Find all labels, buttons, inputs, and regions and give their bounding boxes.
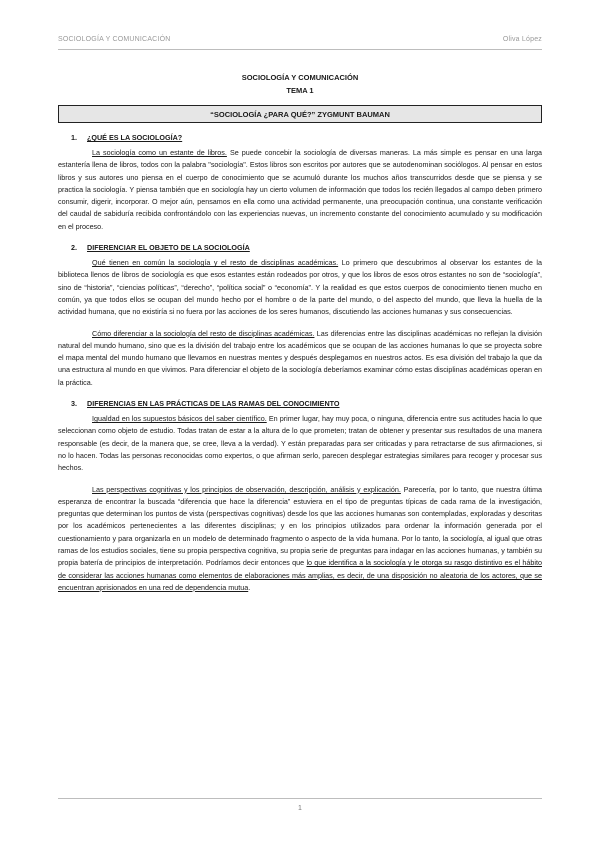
paragraph-lead: Igualdad en los supuestos básicos del saber científico.: [92, 414, 267, 424]
header-divider: [58, 49, 542, 50]
section-title: DIFERENCIAS EN LAS PRÁCTICAS DE LAS RAMAS DEL CONOCIMIENTO: [87, 399, 340, 409]
section-number: 2.: [71, 243, 77, 253]
paragraph-body: En primer lugar, hay muy poca, o ninguna, diferencia entre sus actitudes hacia lo que seleccionan como objeto de estudio. Todas tratan de estar a la altura de lo que prometen; tratan de obtener y presentar sus resultados de una manera responsable (es decir, de la manera que, se cree, lleva a la verdad). Y están preparadas para ser criticadas y para retractarse de sus afirmaciones, si no lo hacen. Todas las personas reconocidas como expertos, o que afirman serlo, parecen desplegar estrategias similares para recoger y procesar sus hechos.: [58, 414, 542, 473]
paragraph: [58, 257, 542, 318]
paragraph-body: Parecería, por lo tanto, que nuestra última esperanza de encontrar la buscada “diferencia que hace la diferencia” estuviera en el tipo de preguntas típicas de cada rama de la investigación, preguntas que determinan los puntos de vista (perspectivas cognitivas) desde los que las acciones humanas son contempladas, exploradas y descritas por los académicos pertenecientes a las diferentes disciplinas; y en los principios utilizados para ordenar la información generada por el cuestionamiento y para organizarla en un modelo de determinado fragmento o aspecto de la vida humana. Por lo tanto, la sociología, al igual que otras ramas de los estudios sociales, tiene su propia perspectiva cognitiva, su propia serie de preguntas para indagar en las acciones humanas, y también su propia batería de principios de interpretación. Podríamos decir entonces que: [58, 484, 542, 568]
subtitle-box: “SOCIOLOGÍA ¿PARA QUÉ?” ZYGMUNT BAUMAN: [58, 105, 542, 123]
paragraph-tail: .: [248, 582, 251, 592]
section-heading: [58, 133, 542, 142]
page-header: [58, 36, 542, 43]
section-title: DIFERENCIAR EL OBJETO DE LA SOCIOLOGÍA: [87, 243, 250, 253]
section-heading: [58, 399, 542, 408]
paragraph: [58, 484, 542, 595]
paragraph: [58, 413, 542, 474]
section-heading: [58, 243, 542, 252]
paragraph-emphasis: lo que identifica a la sociología y le otorga su rasgo distintivo es el hábito de considerar las acciones humanas como elementos de elaboraciones más amplias, es decir, de una disposición no aleatoria de los actores, que se encuentran aprisionados en una red de dependencia mutua: [58, 558, 542, 592]
paragraph-body: Se puede concebir la sociología de diversas maneras. La más simple es pensar en una larga estantería llena de libros, todos con la palabra "sociología". Estos libros son escritos por autores que se autodenominan sociólogos. Al pensar en estos libros y sus autores uno piensa en el cuerpo de conocimiento que se acumuló durante los muchos años transcurridos desde que se piensa y se practica la sociología. Y piensa también que en sociología hay un cierto volumen de información que todos los recién llegados al campo deben primero consumir, digerir, incorporar. O mejor aún, pensamos en ella como una actividad permanente, una preocupación continua, una constante verificación del caudal de sabiduría recibida confrontándolo con las experiencias nuevas, un incremento constante del conocimiento acumulado y su modificación en el proceso.: [58, 148, 542, 231]
section-number: 1.: [71, 133, 77, 142]
paragraph: [58, 328, 542, 389]
document-title: SOCIOLOGÍA Y COMUNICACIÓN: [241, 73, 359, 82]
paragraph-body: Las diferencias entre las disciplinas académicas no reflejan la división natural del mundo humano, sino que es la división del trabajo entre los académicos que se ocupan de las acciones humanas lo que se proyecta sobre el mapa mental del mundo humano que llevamos en nuestras mentes y después desplegamos en nuestros actos. Es esa división del trabajo la que da una estructura al mundo en que vivimos. Para diferenciar el objeto de la sociología deberíamos examinar cómo estas disciplinas académicas operan en la práctica.: [58, 328, 542, 387]
header-course-title: SOCIOLOGÍA Y COMUNICACIÓN: [58, 36, 171, 43]
section-title: ¿QUÉ ES LA SOCIOLOGÍA?: [87, 133, 183, 142]
document-body: [58, 71, 542, 603]
document-topic: TEMA 1: [286, 86, 314, 95]
paragraph: [58, 147, 542, 233]
header-author: Oliva López: [502, 36, 542, 43]
section-number: 3.: [71, 399, 77, 409]
paragraph-lead: Las perspectivas cognitivas y los principios de observación, descripción, análisis y explicación.: [92, 484, 401, 494]
paragraph-lead: Cómo diferenciar a la sociología del resto de disciplinas académicas.: [92, 328, 315, 338]
title-block: [58, 71, 542, 97]
paragraph-lead: La sociología como un estante de libros.: [92, 148, 227, 157]
footer-divider: [58, 798, 542, 799]
paragraph-body: Lo primero que descubrimos al observar los estantes de la biblioteca llenos de libros de sociología es que esos estantes están rodeados por otros, y que los libros de esos otros estantes no son de “sociología”, sino de “historia”, “ciencias políticas”, “derecho”, “política social” o “economía”. Y la realidad es que estos cuerpos de conocimiento tienen mucho en común, ya que todos ellos se ocupan del mundo hecho por el hombre o de la parte del mundo, o del aspecto del mundo, que lleva la huella de la actividad humana, que no existiría si no fuera por las acciones de los seres humanos, discutiendo las acciones humanas y sus consecuencias.: [58, 258, 542, 317]
page-number: 1: [298, 805, 302, 812]
paragraph-lead: Qué tienen en común la sociología y el resto de disciplinas académicas.: [92, 258, 339, 268]
